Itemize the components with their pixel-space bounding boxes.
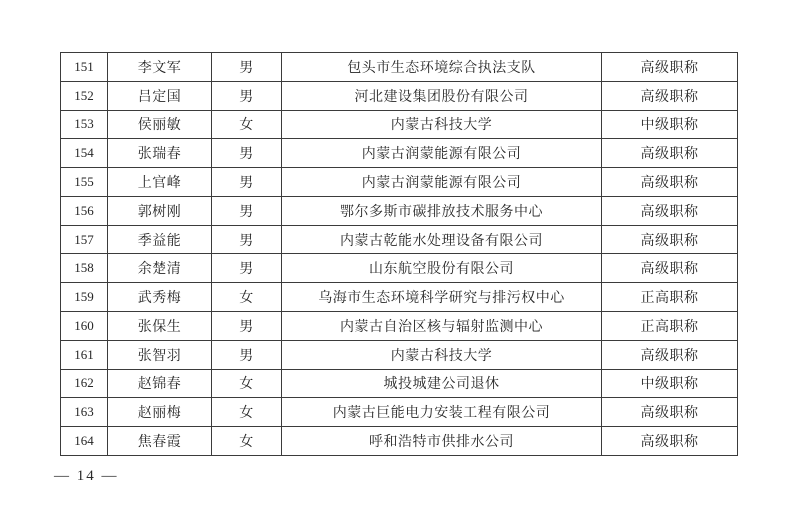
cell-serial: 159 — [61, 283, 108, 312]
cell-serial: 163 — [61, 398, 108, 427]
table-row — [61, 139, 738, 168]
cell-gender: 男 — [212, 81, 282, 110]
cell-serial: 161 — [61, 340, 108, 369]
cell-title-level: 高级职称 — [602, 196, 738, 225]
table-row — [61, 196, 738, 225]
cell-organization: 呼和浩特市供排水公司 — [282, 427, 602, 456]
cell-title-level: 高级职称 — [602, 427, 738, 456]
cell-serial: 160 — [61, 312, 108, 341]
cell-gender: 男 — [212, 254, 282, 283]
table-row — [61, 254, 738, 283]
cell-serial: 154 — [61, 139, 108, 168]
cell-title-level: 正高职称 — [602, 312, 738, 341]
cell-name: 武秀梅 — [108, 283, 212, 312]
cell-gender: 男 — [212, 225, 282, 254]
cell-name: 焦春霞 — [108, 427, 212, 456]
page-number: — 14 — — [54, 468, 119, 484]
cell-gender: 女 — [212, 427, 282, 456]
cell-name: 李文军 — [108, 53, 212, 82]
cell-name: 郭树刚 — [108, 196, 212, 225]
cell-title-level: 高级职称 — [602, 398, 738, 427]
cell-gender: 男 — [212, 139, 282, 168]
cell-title-level: 高级职称 — [602, 168, 738, 197]
cell-organization: 内蒙古巨能电力安装工程有限公司 — [282, 398, 602, 427]
cell-name: 赵丽梅 — [108, 398, 212, 427]
table-row — [61, 283, 738, 312]
cell-organization: 包头市生态环境综合执法支队 — [282, 53, 602, 82]
table-row — [61, 340, 738, 369]
table-row — [61, 398, 738, 427]
cell-name: 张瑞春 — [108, 139, 212, 168]
cell-title-level: 高级职称 — [602, 53, 738, 82]
cell-name: 余楚清 — [108, 254, 212, 283]
cell-gender: 女 — [212, 398, 282, 427]
cell-gender: 男 — [212, 53, 282, 82]
cell-name: 季益能 — [108, 225, 212, 254]
cell-gender: 男 — [212, 312, 282, 341]
table-row — [61, 312, 738, 341]
cell-organization: 内蒙古科技大学 — [282, 110, 602, 139]
cell-serial: 156 — [61, 196, 108, 225]
table-row — [61, 369, 738, 398]
cell-gender: 女 — [212, 369, 282, 398]
cell-name: 吕定国 — [108, 81, 212, 110]
cell-serial: 162 — [61, 369, 108, 398]
cell-serial: 153 — [61, 110, 108, 139]
cell-title-level: 高级职称 — [602, 254, 738, 283]
cell-serial: 151 — [61, 53, 108, 82]
personnel-table-body — [61, 53, 738, 456]
cell-name: 上官峰 — [108, 168, 212, 197]
cell-serial: 155 — [61, 168, 108, 197]
cell-organization: 山东航空股份有限公司 — [282, 254, 602, 283]
cell-organization: 乌海市生态环境科学研究与排污权中心 — [282, 283, 602, 312]
cell-organization: 河北建设集团股份有限公司 — [282, 81, 602, 110]
cell-name: 赵锦春 — [108, 369, 212, 398]
cell-title-level: 高级职称 — [602, 81, 738, 110]
cell-name: 侯丽敏 — [108, 110, 212, 139]
cell-title-level: 中级职称 — [602, 110, 738, 139]
cell-organization: 内蒙古润蒙能源有限公司 — [282, 168, 602, 197]
cell-organization: 鄂尔多斯市碳排放技术服务中心 — [282, 196, 602, 225]
cell-serial: 158 — [61, 254, 108, 283]
cell-serial: 157 — [61, 225, 108, 254]
cell-gender: 女 — [212, 110, 282, 139]
table-row — [61, 110, 738, 139]
cell-serial: 152 — [61, 81, 108, 110]
cell-organization: 内蒙古科技大学 — [282, 340, 602, 369]
cell-gender: 男 — [212, 196, 282, 225]
cell-name: 张智羽 — [108, 340, 212, 369]
cell-title-level: 高级职称 — [602, 139, 738, 168]
cell-organization: 内蒙古润蒙能源有限公司 — [282, 139, 602, 168]
table-row — [61, 53, 738, 82]
table-row — [61, 427, 738, 456]
table-row — [61, 225, 738, 254]
cell-organization: 城投城建公司退休 — [282, 369, 602, 398]
cell-serial: 164 — [61, 427, 108, 456]
personnel-table — [60, 52, 738, 456]
cell-organization: 内蒙古乾能水处理设备有限公司 — [282, 225, 602, 254]
cell-name: 张保生 — [108, 312, 212, 341]
cell-organization: 内蒙古自治区核与辐射监测中心 — [282, 312, 602, 341]
cell-gender: 男 — [212, 168, 282, 197]
cell-title-level: 中级职称 — [602, 369, 738, 398]
table-row — [61, 168, 738, 197]
cell-gender: 女 — [212, 283, 282, 312]
cell-gender: 男 — [212, 340, 282, 369]
cell-title-level: 高级职称 — [602, 340, 738, 369]
table-row — [61, 81, 738, 110]
cell-title-level: 正高职称 — [602, 283, 738, 312]
cell-title-level: 高级职称 — [602, 225, 738, 254]
